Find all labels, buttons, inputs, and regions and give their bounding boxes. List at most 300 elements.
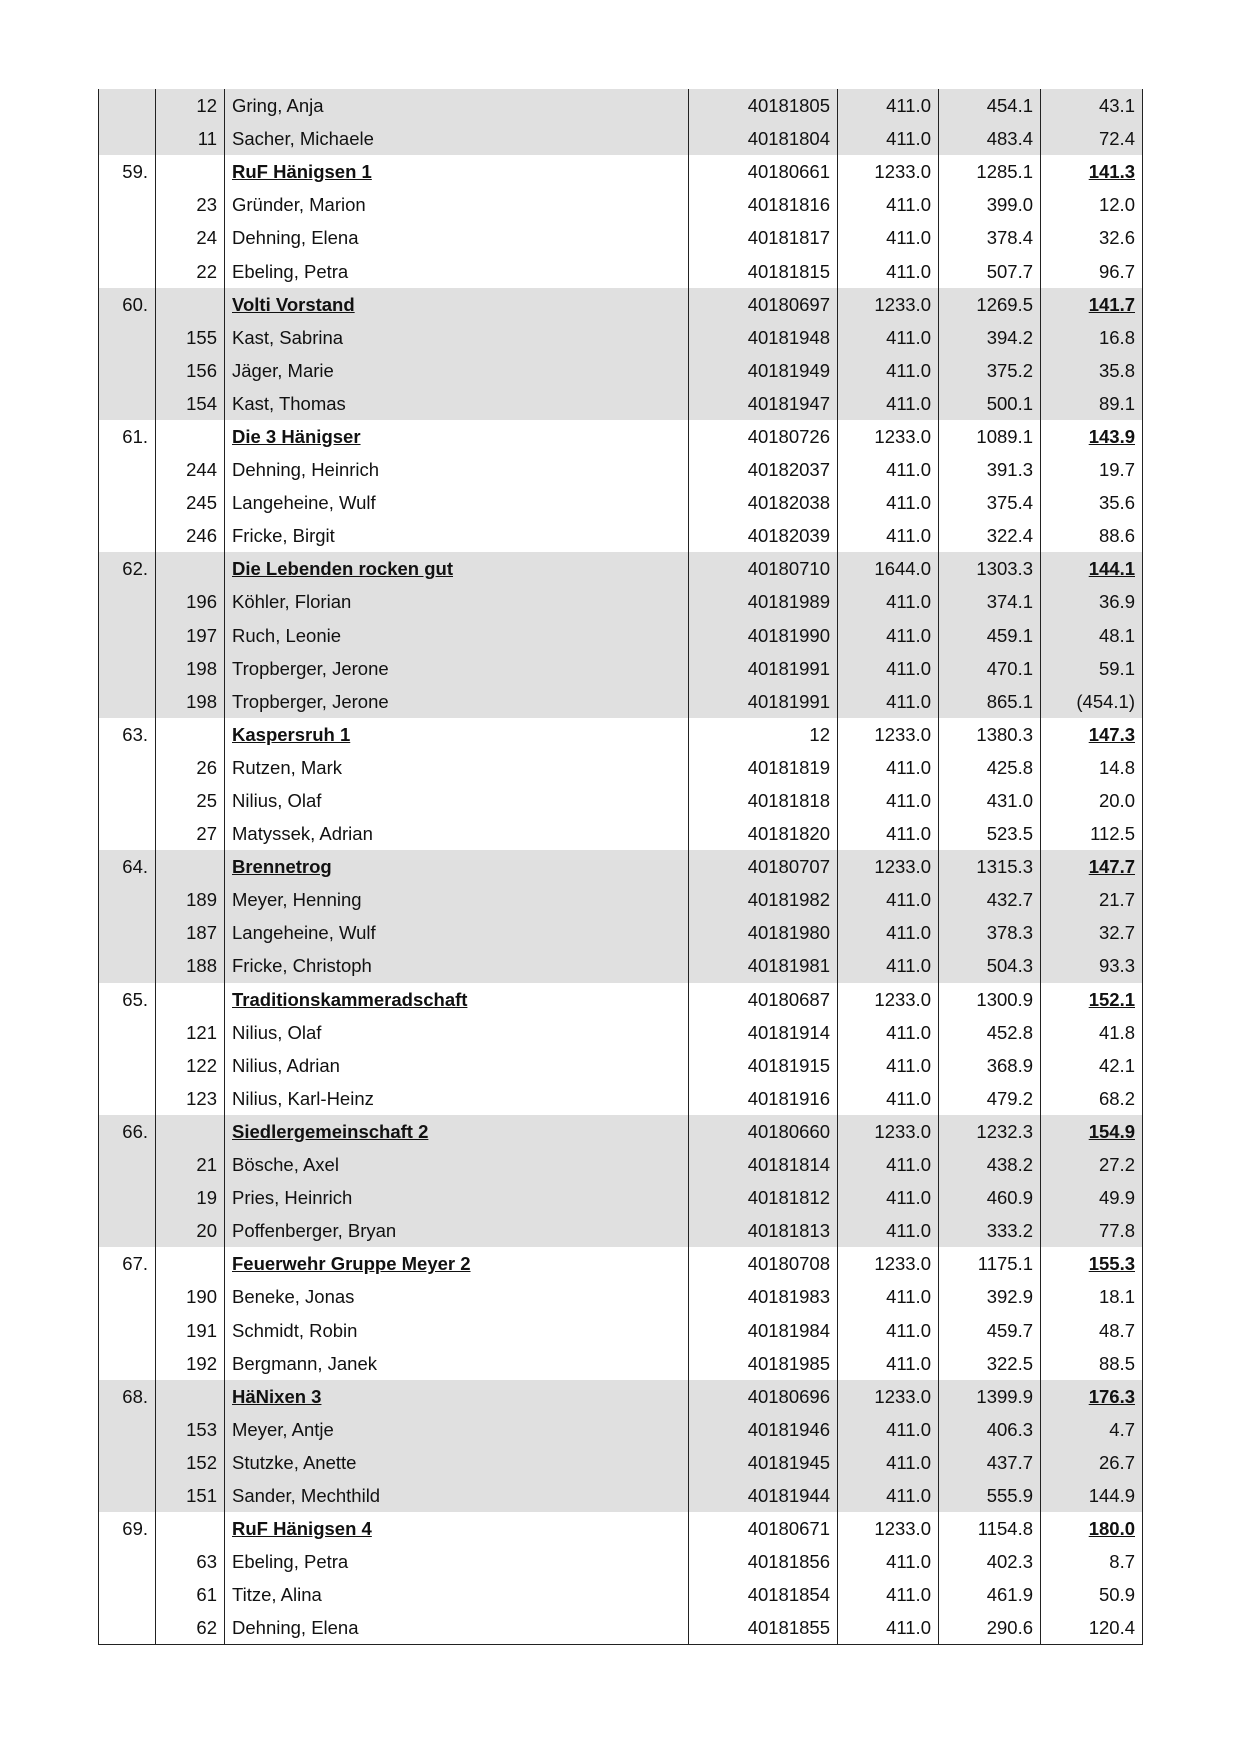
deviation-cell: 19.7	[1041, 453, 1143, 486]
deviation-cell: 68.2	[1041, 1082, 1143, 1115]
rank-cell	[99, 1479, 156, 1512]
deviation-cell: 12.0	[1041, 188, 1143, 221]
id-cell: 40181944	[689, 1479, 838, 1512]
rank-cell: 69.	[99, 1512, 156, 1545]
id-cell: 40181804	[689, 122, 838, 155]
measured-value-cell: 500.1	[939, 387, 1041, 420]
id-cell: 40181991	[689, 652, 838, 685]
measured-value-cell: 375.4	[939, 486, 1041, 519]
id-cell: 40180687	[689, 983, 838, 1016]
start-number-cell	[156, 288, 225, 321]
deviation-cell: 89.1	[1041, 387, 1143, 420]
deviation-cell: 8.7	[1041, 1545, 1143, 1578]
rank-cell	[99, 784, 156, 817]
rank-cell	[99, 1181, 156, 1214]
start-number-cell: 192	[156, 1347, 225, 1380]
name-cell: Gründer, Marion	[225, 188, 689, 221]
name-cell: Nilius, Olaf	[225, 1016, 689, 1049]
id-cell: 40182038	[689, 486, 838, 519]
member-row	[99, 1280, 1143, 1313]
member-row	[99, 949, 1143, 982]
measured-value-cell: 459.1	[939, 619, 1041, 652]
start-number-cell: 11	[156, 122, 225, 155]
measured-value-cell: 461.9	[939, 1578, 1041, 1611]
start-number-cell: 25	[156, 784, 225, 817]
target-value-cell: 1644.0	[838, 552, 939, 585]
rank-cell	[99, 1413, 156, 1446]
member-row	[99, 685, 1143, 718]
measured-value-cell: 1300.9	[939, 983, 1041, 1016]
rank-cell	[99, 685, 156, 718]
rank-cell	[99, 1214, 156, 1247]
id-cell: 40181915	[689, 1049, 838, 1082]
start-number-cell: 122	[156, 1049, 225, 1082]
target-value-cell: 411.0	[838, 1181, 939, 1214]
rank-cell	[99, 883, 156, 916]
start-number-cell	[156, 850, 225, 883]
name-cell: Siedlergemeinschaft 2	[225, 1115, 689, 1148]
id-cell: 40181814	[689, 1148, 838, 1181]
member-row	[99, 188, 1143, 221]
rank-cell	[99, 1280, 156, 1313]
rank-cell	[99, 519, 156, 552]
target-value-cell: 411.0	[838, 619, 939, 652]
id-cell: 40181914	[689, 1016, 838, 1049]
measured-value-cell: 333.2	[939, 1214, 1041, 1247]
team-row	[99, 983, 1143, 1016]
deviation-cell: 36.9	[1041, 585, 1143, 618]
id-cell: 40181949	[689, 354, 838, 387]
name-cell: Volti Vorstand	[225, 288, 689, 321]
member-row	[99, 1545, 1143, 1578]
deviation-cell: 48.1	[1041, 619, 1143, 652]
start-number-cell	[156, 983, 225, 1016]
measured-value-cell: 392.9	[939, 1280, 1041, 1313]
results-table	[98, 89, 1143, 1645]
deviation-cell: 141.7	[1041, 288, 1143, 321]
start-number-cell: 152	[156, 1446, 225, 1479]
deviation-cell: 16.8	[1041, 321, 1143, 354]
rank-cell	[99, 1578, 156, 1611]
id-cell: 40181980	[689, 916, 838, 949]
target-value-cell: 411.0	[838, 1446, 939, 1479]
id-cell: 40181989	[689, 585, 838, 618]
measured-value-cell: 322.5	[939, 1347, 1041, 1380]
start-number-cell: 21	[156, 1148, 225, 1181]
deviation-cell: 144.1	[1041, 552, 1143, 585]
deviation-cell: 41.8	[1041, 1016, 1143, 1049]
target-value-cell: 411.0	[838, 519, 939, 552]
id-cell: 40181817	[689, 221, 838, 254]
rank-cell	[99, 1446, 156, 1479]
start-number-cell: 197	[156, 619, 225, 652]
measured-value-cell: 375.2	[939, 354, 1041, 387]
name-cell: Poffenberger, Bryan	[225, 1214, 689, 1247]
deviation-cell: 14.8	[1041, 751, 1143, 784]
measured-value-cell: 504.3	[939, 949, 1041, 982]
deviation-cell: 35.6	[1041, 486, 1143, 519]
id-cell: 40180671	[689, 1512, 838, 1545]
deviation-cell: 144.9	[1041, 1479, 1143, 1512]
id-cell: 40181916	[689, 1082, 838, 1115]
deviation-cell: 32.6	[1041, 221, 1143, 254]
target-value-cell: 411.0	[838, 254, 939, 287]
deviation-cell: 93.3	[1041, 949, 1143, 982]
name-cell: RuF Hänigsen 1	[225, 155, 689, 188]
name-cell: Kaspersruh 1	[225, 718, 689, 751]
deviation-cell: 43.1	[1041, 89, 1143, 122]
target-value-cell: 1233.0	[838, 155, 939, 188]
deviation-cell: 21.7	[1041, 883, 1143, 916]
id-cell: 40181948	[689, 321, 838, 354]
id-cell: 40180710	[689, 552, 838, 585]
deviation-cell: 32.7	[1041, 916, 1143, 949]
target-value-cell: 411.0	[838, 221, 939, 254]
id-cell: 40181991	[689, 685, 838, 718]
deviation-cell: 147.3	[1041, 718, 1143, 751]
rank-cell	[99, 949, 156, 982]
start-number-cell	[156, 1247, 225, 1280]
start-number-cell: 188	[156, 949, 225, 982]
measured-value-cell: 322.4	[939, 519, 1041, 552]
start-number-cell: 121	[156, 1016, 225, 1049]
id-cell: 40181819	[689, 751, 838, 784]
target-value-cell: 1233.0	[838, 1115, 939, 1148]
target-value-cell: 1233.0	[838, 288, 939, 321]
team-row	[99, 288, 1143, 321]
id-cell: 40181805	[689, 89, 838, 122]
id-cell: 40181982	[689, 883, 838, 916]
results-body	[99, 89, 1143, 1645]
member-row	[99, 619, 1143, 652]
member-row	[99, 1181, 1143, 1214]
member-row	[99, 221, 1143, 254]
rank-cell	[99, 321, 156, 354]
name-cell: Kast, Thomas	[225, 387, 689, 420]
rank-cell	[99, 916, 156, 949]
name-cell: Dehning, Elena	[225, 1611, 689, 1645]
member-row	[99, 784, 1143, 817]
start-number-cell: 63	[156, 1545, 225, 1578]
measured-value-cell: 391.3	[939, 453, 1041, 486]
deviation-cell: 72.4	[1041, 122, 1143, 155]
measured-value-cell: 290.6	[939, 1611, 1041, 1645]
measured-value-cell: 470.1	[939, 652, 1041, 685]
name-cell: Ruch, Leonie	[225, 619, 689, 652]
target-value-cell: 411.0	[838, 916, 939, 949]
name-cell: Stutzke, Anette	[225, 1446, 689, 1479]
name-cell: Jäger, Marie	[225, 354, 689, 387]
target-value-cell: 411.0	[838, 1313, 939, 1346]
deviation-cell: 50.9	[1041, 1578, 1143, 1611]
team-row	[99, 155, 1143, 188]
measured-value-cell: 479.2	[939, 1082, 1041, 1115]
team-row	[99, 1380, 1143, 1413]
target-value-cell: 411.0	[838, 1545, 939, 1578]
member-row	[99, 883, 1143, 916]
name-cell: Kast, Sabrina	[225, 321, 689, 354]
measured-value-cell: 555.9	[939, 1479, 1041, 1512]
target-value-cell: 1233.0	[838, 1512, 939, 1545]
name-cell: Fricke, Birgit	[225, 519, 689, 552]
name-cell: Brennetrog	[225, 850, 689, 883]
measured-value-cell: 1089.1	[939, 420, 1041, 453]
member-row	[99, 1049, 1143, 1082]
id-cell: 40182037	[689, 453, 838, 486]
member-row	[99, 916, 1143, 949]
member-row	[99, 1446, 1143, 1479]
target-value-cell: 411.0	[838, 751, 939, 784]
id-cell: 40180708	[689, 1247, 838, 1280]
id-cell: 40180726	[689, 420, 838, 453]
measured-value-cell: 425.8	[939, 751, 1041, 784]
deviation-cell: 152.1	[1041, 983, 1143, 1016]
deviation-cell: 141.3	[1041, 155, 1143, 188]
member-row	[99, 254, 1143, 287]
rank-cell: 64.	[99, 850, 156, 883]
id-cell: 40181812	[689, 1181, 838, 1214]
member-row	[99, 652, 1143, 685]
start-number-cell: 155	[156, 321, 225, 354]
target-value-cell: 1233.0	[838, 1380, 939, 1413]
deviation-cell: 48.7	[1041, 1313, 1143, 1346]
deviation-cell: 154.9	[1041, 1115, 1143, 1148]
member-row	[99, 585, 1143, 618]
target-value-cell: 411.0	[838, 1578, 939, 1611]
name-cell: Meyer, Antje	[225, 1413, 689, 1446]
target-value-cell: 1233.0	[838, 850, 939, 883]
target-value-cell: 411.0	[838, 188, 939, 221]
deviation-cell: 155.3	[1041, 1247, 1143, 1280]
start-number-cell: 22	[156, 254, 225, 287]
start-number-cell: 196	[156, 585, 225, 618]
member-row	[99, 751, 1143, 784]
name-cell: Tropberger, Jerone	[225, 685, 689, 718]
name-cell: Sacher, Michaele	[225, 122, 689, 155]
measured-value-cell: 438.2	[939, 1148, 1041, 1181]
target-value-cell: 411.0	[838, 321, 939, 354]
id-cell: 40181981	[689, 949, 838, 982]
id-cell: 40181816	[689, 188, 838, 221]
rank-cell	[99, 1545, 156, 1578]
name-cell: Dehning, Elena	[225, 221, 689, 254]
rank-cell: 65.	[99, 983, 156, 1016]
member-row	[99, 453, 1143, 486]
measured-value-cell: 378.4	[939, 221, 1041, 254]
rank-cell: 68.	[99, 1380, 156, 1413]
measured-value-cell: 483.4	[939, 122, 1041, 155]
name-cell: Matyssek, Adrian	[225, 817, 689, 850]
team-row	[99, 718, 1143, 751]
rank-cell	[99, 652, 156, 685]
id-cell: 40181813	[689, 1214, 838, 1247]
deviation-cell: 176.3	[1041, 1380, 1143, 1413]
id-cell: 40181815	[689, 254, 838, 287]
member-row	[99, 1082, 1143, 1115]
rank-cell	[99, 254, 156, 287]
measured-value-cell: 1399.9	[939, 1380, 1041, 1413]
deviation-cell: 143.9	[1041, 420, 1143, 453]
measured-value-cell: 1315.3	[939, 850, 1041, 883]
team-row	[99, 1247, 1143, 1280]
start-number-cell	[156, 718, 225, 751]
measured-value-cell: 374.1	[939, 585, 1041, 618]
measured-value-cell: 432.7	[939, 883, 1041, 916]
member-row	[99, 321, 1143, 354]
id-cell: 40180707	[689, 850, 838, 883]
member-row	[99, 1479, 1143, 1512]
target-value-cell: 411.0	[838, 1611, 939, 1645]
target-value-cell: 411.0	[838, 1082, 939, 1115]
name-cell: Traditionskammeradschaft	[225, 983, 689, 1016]
start-number-cell: 198	[156, 652, 225, 685]
target-value-cell: 411.0	[838, 1049, 939, 1082]
start-number-cell: 198	[156, 685, 225, 718]
rank-cell	[99, 354, 156, 387]
start-number-cell: 24	[156, 221, 225, 254]
name-cell: Sander, Mechthild	[225, 1479, 689, 1512]
rank-cell	[99, 585, 156, 618]
rank-cell	[99, 1016, 156, 1049]
id-cell: 40181983	[689, 1280, 838, 1313]
member-row	[99, 1016, 1143, 1049]
measured-value-cell: 454.1	[939, 89, 1041, 122]
rank-cell: 59.	[99, 155, 156, 188]
rank-cell: 66.	[99, 1115, 156, 1148]
start-number-cell	[156, 552, 225, 585]
measured-value-cell: 507.7	[939, 254, 1041, 287]
rank-cell	[99, 453, 156, 486]
member-row	[99, 387, 1143, 420]
target-value-cell: 411.0	[838, 1148, 939, 1181]
target-value-cell: 411.0	[838, 354, 939, 387]
rank-cell: 60.	[99, 288, 156, 321]
target-value-cell: 411.0	[838, 486, 939, 519]
id-cell: 12	[689, 718, 838, 751]
rank-cell	[99, 1347, 156, 1380]
rank-cell: 67.	[99, 1247, 156, 1280]
name-cell: Die 3 Hänigser	[225, 420, 689, 453]
deviation-cell: 112.5	[1041, 817, 1143, 850]
target-value-cell: 411.0	[838, 122, 939, 155]
member-row	[99, 1148, 1143, 1181]
rank-cell	[99, 1148, 156, 1181]
target-value-cell: 411.0	[838, 817, 939, 850]
target-value-cell: 411.0	[838, 387, 939, 420]
deviation-cell: (454.1)	[1041, 685, 1143, 718]
target-value-cell: 411.0	[838, 883, 939, 916]
name-cell: Dehning, Heinrich	[225, 453, 689, 486]
deviation-cell: 88.6	[1041, 519, 1143, 552]
id-cell: 40182039	[689, 519, 838, 552]
team-row	[99, 850, 1143, 883]
deviation-cell: 26.7	[1041, 1446, 1143, 1479]
rank-cell	[99, 486, 156, 519]
measured-value-cell: 368.9	[939, 1049, 1041, 1082]
start-number-cell: 154	[156, 387, 225, 420]
rank-cell: 63.	[99, 718, 156, 751]
target-value-cell: 411.0	[838, 685, 939, 718]
start-number-cell: 246	[156, 519, 225, 552]
start-number-cell: 153	[156, 1413, 225, 1446]
rank-cell	[99, 387, 156, 420]
name-cell: HäNixen 3	[225, 1380, 689, 1413]
deviation-cell: 49.9	[1041, 1181, 1143, 1214]
target-value-cell: 411.0	[838, 1413, 939, 1446]
name-cell: Nilius, Karl-Heinz	[225, 1082, 689, 1115]
start-number-cell: 23	[156, 188, 225, 221]
measured-value-cell: 1269.5	[939, 288, 1041, 321]
member-row	[99, 1611, 1143, 1645]
deviation-cell: 120.4	[1041, 1611, 1143, 1645]
team-row	[99, 420, 1143, 453]
start-number-cell: 190	[156, 1280, 225, 1313]
start-number-cell: 156	[156, 354, 225, 387]
deviation-cell: 20.0	[1041, 784, 1143, 817]
name-cell: Langeheine, Wulf	[225, 486, 689, 519]
deviation-cell: 77.8	[1041, 1214, 1143, 1247]
deviation-cell: 147.7	[1041, 850, 1143, 883]
member-row	[99, 89, 1143, 122]
id-cell: 40181946	[689, 1413, 838, 1446]
name-cell: Gring, Anja	[225, 89, 689, 122]
member-row	[99, 1214, 1143, 1247]
start-number-cell: 189	[156, 883, 225, 916]
target-value-cell: 411.0	[838, 585, 939, 618]
measured-value-cell: 865.1	[939, 685, 1041, 718]
start-number-cell: 61	[156, 1578, 225, 1611]
name-cell: RuF Hänigsen 4	[225, 1512, 689, 1545]
deviation-cell: 27.2	[1041, 1148, 1143, 1181]
deviation-cell: 42.1	[1041, 1049, 1143, 1082]
start-number-cell: 27	[156, 817, 225, 850]
start-number-cell: 20	[156, 1214, 225, 1247]
measured-value-cell: 437.7	[939, 1446, 1041, 1479]
member-row	[99, 354, 1143, 387]
measured-value-cell: 523.5	[939, 817, 1041, 850]
name-cell: Feuerwehr Gruppe Meyer 2	[225, 1247, 689, 1280]
team-row	[99, 1512, 1143, 1545]
name-cell: Tropberger, Jerone	[225, 652, 689, 685]
start-number-cell: 123	[156, 1082, 225, 1115]
name-cell: Langeheine, Wulf	[225, 916, 689, 949]
member-row	[99, 1313, 1143, 1346]
target-value-cell: 411.0	[838, 1280, 939, 1313]
member-row	[99, 1578, 1143, 1611]
rank-cell	[99, 817, 156, 850]
start-number-cell: 187	[156, 916, 225, 949]
measured-value-cell: 459.7	[939, 1313, 1041, 1346]
member-row	[99, 519, 1143, 552]
member-row	[99, 1413, 1143, 1446]
deviation-cell: 4.7	[1041, 1413, 1143, 1446]
start-number-cell: 12	[156, 89, 225, 122]
id-cell: 40181985	[689, 1347, 838, 1380]
rank-cell	[99, 619, 156, 652]
measured-value-cell: 452.8	[939, 1016, 1041, 1049]
id-cell: 40181947	[689, 387, 838, 420]
start-number-cell	[156, 155, 225, 188]
member-row	[99, 817, 1143, 850]
name-cell: Ebeling, Petra	[225, 254, 689, 287]
rank-cell: 62.	[99, 552, 156, 585]
target-value-cell: 411.0	[838, 453, 939, 486]
deviation-cell: 59.1	[1041, 652, 1143, 685]
measured-value-cell: 431.0	[939, 784, 1041, 817]
name-cell: Pries, Heinrich	[225, 1181, 689, 1214]
rank-cell	[99, 1313, 156, 1346]
id-cell: 40181945	[689, 1446, 838, 1479]
